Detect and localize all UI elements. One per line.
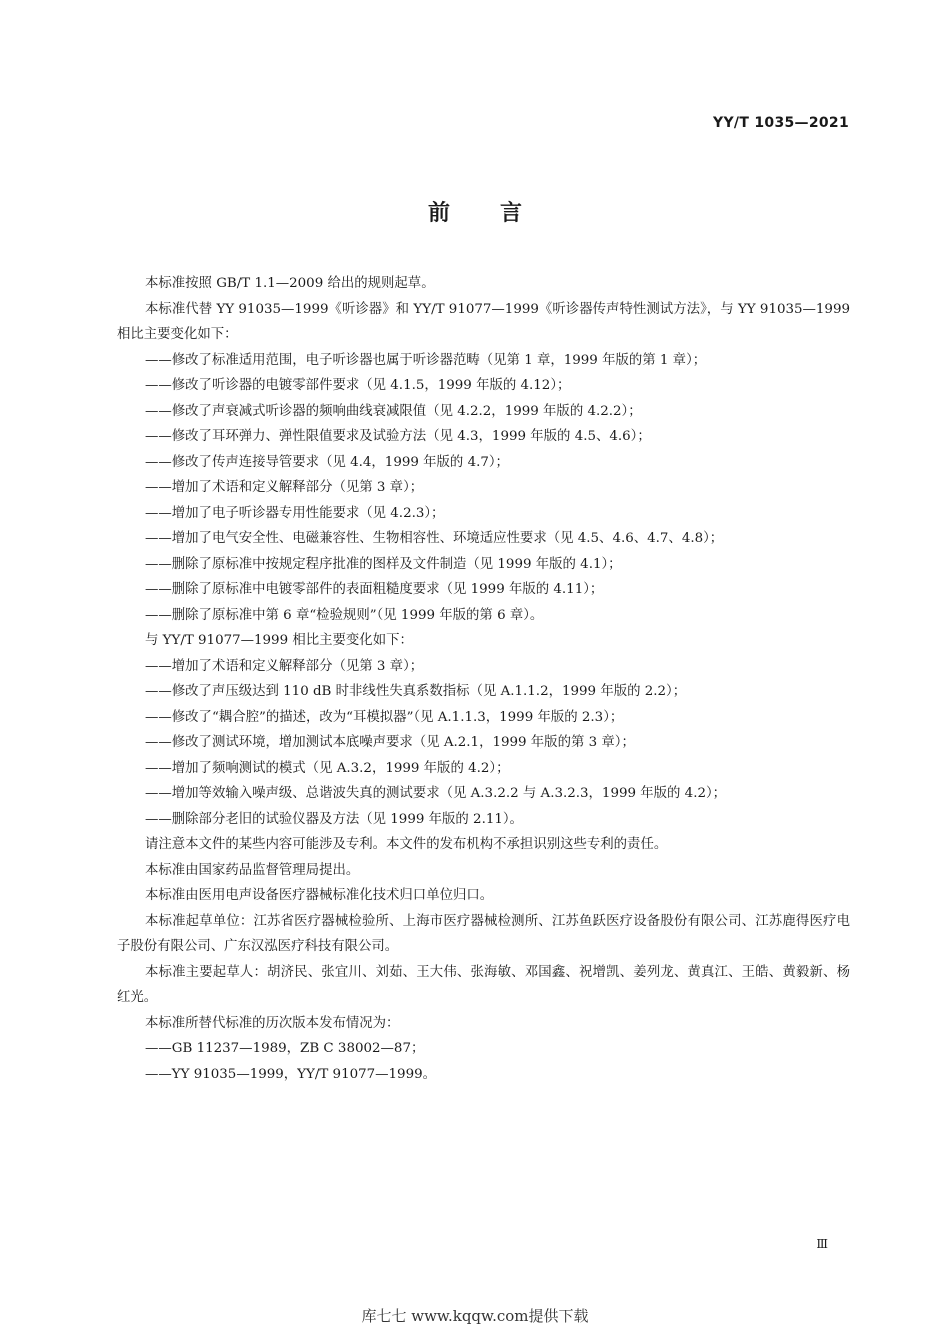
paragraph: 本标准起草单位：江苏省医疗器械检验所、上海市医疗器械检测所、江苏鱼跃医疗设备股份有限公司、江苏鹿得医疗电子股份有限公司、广东汉泓医疗科技有限公司。 [117,913,850,954]
list-item: ——增加等效输入噪声级、总谐波失真的测试要求（见 A.3.2.2 与 A.3.2.3，1999 年版的 4.2）； [145,786,727,801]
list-item: ——删除了原标准中按规定程序批准的图样及文件制造（见 1999 年版的 4.1）； [145,556,622,572]
paragraph: 本标准代替 YY 91035—1999《听诊器》和 YY/T 91077—1999《听诊器传声特性测试方法》，与 YY 91035—1999 相比主要变化如下： [117,301,850,342]
standard-code: YY/T 1035—2021 [713,115,849,131]
list-item: ——删除了原标准中第 6 章“检验规则”（见 1999 年版的第 6 章）。 [145,607,544,623]
list-item: ——修改了“耦合腔”的描述，改为“耳模拟器”（见 A.1.1.3，1999 年版的 2.3）； [145,709,624,725]
list-item: ——修改了听诊器的电镀零部件要求（见 4.1.5，1999 年版的 4.12）； [145,378,571,393]
list-item: ——增加了术语和定义解释部分（见第 3 章）； [145,480,424,495]
list-item: ——修改了传声连接导管要求（见 4.4，1999 年版的 4.7）； [145,454,509,470]
paragraph: 与 YY/T 91077—1999 相比主要变化如下： [145,633,413,648]
list-item: ——删除了原标准中电镀零部件的表面粗糙度要求（见 1999 年版的 4.11）； [145,582,604,597]
list-item: ——修改了声压级达到 110 dB 时非线性失真系数指标（见 A.1.1.2，1999 年版的 2.2）； [145,684,687,699]
footer-watermark: 库七七 www.kqqw.com提供下载 [361,1307,589,1325]
page-number: Ⅲ [816,1237,828,1251]
paragraph: 本标准由医用电声设备医疗器械标准化技术归口单位归口。 [145,888,494,903]
list-item: ——YY 91035—1999，YY/T 91077—1999。 [145,1066,437,1082]
list-item: ——删除部分老旧的试验仪器及方法（见 1999 年版的 2.11）。 [145,811,523,827]
list-item: ——修改了耳环弹力、弹性限值要求及试验方法（见 4.3，1999 年版的 4.5、4.6）； [145,429,651,444]
paragraph: 请注意本文件的某些内容可能涉及专利。本文件的发布机构不承担识别这些专利的责任。 [145,837,668,852]
list-item: ——修改了测试环境，增加测试本底噪声要求（见 A.2.1，1999 年版的第 3 章）； [145,735,635,750]
paragraph: 本标准所替代标准的历次版本发布情况为： [145,1015,400,1031]
list-item: ——增加了频响测试的模式（见 A.3.2，1999 年版的 4.2）； [145,760,510,776]
list-item: ——增加了电气安全性、电磁兼容性、生物相容性、环境适应性要求（见 4.5、4.6、4.7、4.8）； [145,531,724,546]
page-title: 前言 [427,201,572,226]
list-item: ——修改了声衰减式听诊器的频响曲线衰减限值（见 4.2.2，1999 年版的 4.2.2）； [145,403,642,419]
list-item: ——增加了术语和定义解释部分（见第 3 章）； [145,658,424,674]
paragraph: 本标准按照 GB/T 1.1—2009 给出的规则起草。 [145,276,435,291]
paragraph: 本标准由国家药品监督管理局提出。 [145,862,360,878]
list-item: ——增加了电子听诊器专用性能要求（见 4.2.3）； [145,505,445,521]
foreword-body [117,271,850,1087]
paragraph: 本标准主要起草人：胡济民、张宜川、刘茹、王大伟、张海敏、邓国鑫、祝增凯、姜列龙、黄真江、王皓、黄毅新、杨红光。 [117,964,850,1005]
list-item: ——修改了标准适用范围，电子听诊器也属于听诊器范畴（见第 1 章，1999 年版的第 1 章）； [145,352,707,368]
list-item: ——GB 11237—1989，ZB C 38002—87； [145,1041,425,1056]
